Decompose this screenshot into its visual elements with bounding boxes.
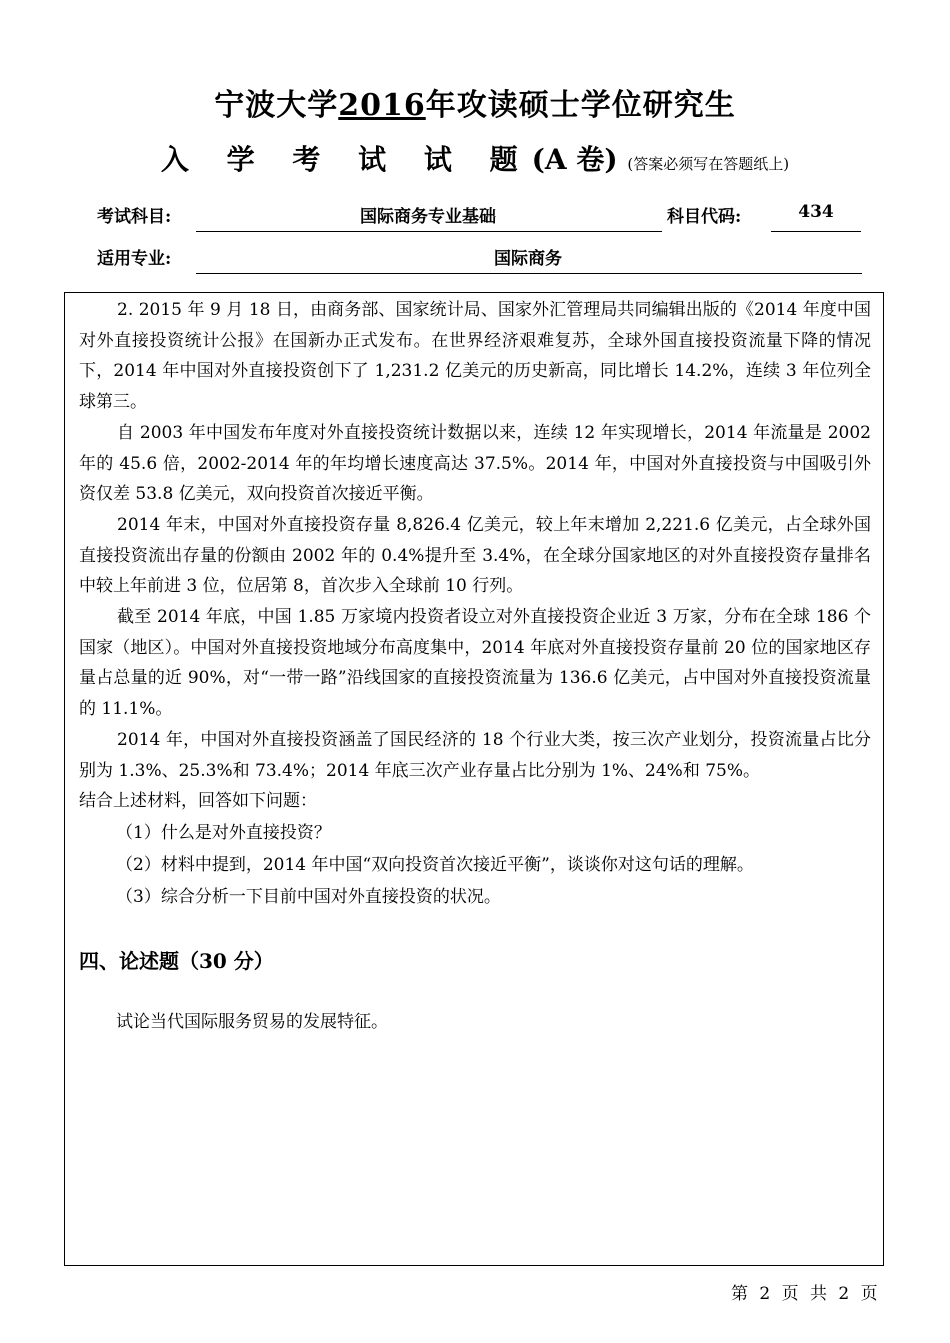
title-exam: 入 学 考 试 试 题 [160,143,532,176]
question-3: （3）综合分析一下目前中国对外直接投资的状况。 [116,887,501,907]
major-label: 适用专业: [97,249,172,269]
title-degree: 年攻读硕士学位研究生 [425,88,736,123]
section-4-heading: 四、论述题（30 分） [79,949,274,973]
question-2: （2）材料中提到，2014 年中国“双向投资首次接近平衡”，谈谈你对这句话的理解。 [116,855,754,875]
material-paragraph-2: 自 2003 年中国发布年度对外直接投资统计数据以来，连续 12 年实现增长，2014 年流量是 2002 年的 45.6 倍，2002-2014 年的年均增长速度高达 37.5%。2014 年，中国对外直接投资与中国吸引外资仅差 53.8 亿美元，双向投资首次接近平衡。 [79,423,871,504]
subject-label: 考试科目: [97,207,172,227]
code-underline [771,231,861,232]
code-value: 434 [798,202,834,222]
material-paragraph-1: 2. 2015 年 9 月 18 日，由商务部、国家统计局、国家外汇管理局共同编辑出版的《2014 年度中国对外直接投资统计公报》在国新办正式发布。在世界经济艰难复苏，全球外国直接投资流量下降的情况下，2014 年中国对外直接投资创下了 1,231.2 亿美元的历史新高，同比增长 14.2%，连续 3 年位列全球第三。 [79,300,871,412]
code-label: 科目代码: [667,207,742,227]
title-paper-version: (A 卷) [531,143,618,176]
subject-value: 国际商务专业基础 [360,207,496,227]
major-value: 国际商务 [494,249,562,269]
material-paragraph-4: 截至 2014 年底，中国 1.85 万家境内投资者设立对外直接投资企业近 3 万家，分布在全球 186 个国家（地区）。中国对外直接投资地域分布高度集中，2014 年底对外直接投资存量前 20 位的国家地区存量占总量的近 90%，对“一带一路”沿线国家的直接投资流量为 136.6 亿美元，占中国对外直接投资流量的 11.1%。 [79,607,871,719]
major-underline [196,273,862,274]
title-answer-note: (答案必须写在答题纸上) [627,155,790,173]
title-year: 2016 [338,88,426,123]
material-paragraph-5: 2014 年，中国对外直接投资涵盖了国民经济的 18 个行业大类，按三次产业划分，投资流量占比分别为 1.3%、25.3%和 73.4%；2014 年底三次产业存量占比分别为 1%、24%和 75%。 [79,730,871,781]
title-university: 宁波大学 [214,88,339,123]
question-prompt: 结合上述材料，回答如下问题： [79,791,317,811]
subject-underline [196,231,662,232]
question-box [64,292,884,1266]
exam-title-line2 [0,138,950,178]
page-number: 第 2 页 共 2 页 [731,1284,881,1304]
material-paragraph-3: 2014 年末，中国对外直接投资存量 8,826.4 亿美元，较上年末增加 2,221.6 亿美元，占全球外国直接投资流出存量的份额由 2002 年的 0.4%提升至 3.4%，在全球分国家地区的对外直接投资存量排名中较上年前进 3 位，位居第 8，首次步入全球前 10 行列。 [79,515,871,596]
essay-question: 试论当代国际服务贸易的发展特征。 [116,1012,388,1032]
exam-title-line1 [0,80,950,124]
question-1: （1）什么是对外直接投资？ [116,823,331,843]
